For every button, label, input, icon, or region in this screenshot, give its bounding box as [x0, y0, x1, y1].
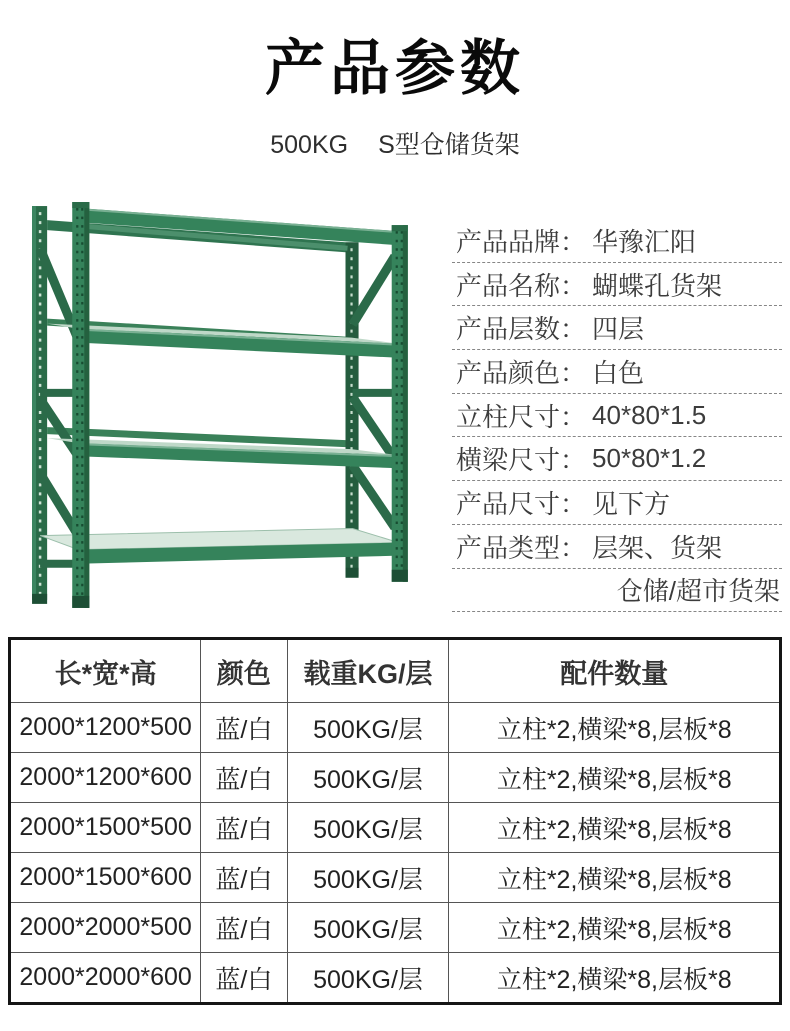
spec-label: 产品颜色	[456, 357, 561, 388]
spec-label: 产品尺寸	[456, 488, 561, 519]
cell-parts: 立柱*2,横梁*8,层板*8	[449, 803, 781, 853]
cell-color: 蓝/白	[201, 803, 287, 853]
cell-dimensions: 2000*1500*500	[10, 803, 201, 853]
cell-load: 500KG/层	[287, 903, 449, 953]
cell-load: 500KG/层	[287, 753, 449, 803]
col-header-color: 颜色	[201, 639, 287, 703]
spec-value: 四层	[592, 314, 645, 345]
col-header-parts: 配件数量	[449, 639, 781, 703]
spec-row-product-type	[452, 525, 782, 569]
spec-label: 立柱尺寸	[456, 401, 561, 432]
spec-colon: ：	[560, 401, 587, 432]
spec-value: 层架、货架	[592, 532, 723, 563]
spec-row-beam-size	[452, 437, 782, 481]
table-row	[10, 853, 781, 903]
shelf-illustration	[20, 196, 452, 626]
spec-label: 产品层数	[456, 314, 561, 345]
table-row	[10, 703, 781, 753]
cell-dimensions: 2000*1200*600	[10, 753, 201, 803]
spec-colon: ：	[560, 532, 587, 563]
spec-colon: ：	[560, 314, 587, 345]
spec-colon: ：	[560, 270, 587, 301]
spec-label: 产品名称	[456, 270, 561, 301]
product-image	[20, 196, 452, 626]
spec-value: 见下方	[592, 488, 671, 519]
cell-load: 500KG/层	[287, 803, 449, 853]
spec-list	[452, 219, 782, 612]
page-subtitle	[0, 130, 790, 160]
spec-label: 产品类型	[456, 532, 561, 563]
spec-row-post-size	[452, 394, 782, 438]
shelf-levels	[40, 208, 399, 564]
shelf-side-braces	[40, 248, 395, 563]
page-title: 产品参数	[265, 35, 525, 102]
subtitle-load-rating: 500KG	[270, 131, 349, 159]
cell-load: 500KG/层	[287, 953, 449, 1004]
spec-colon: ：	[560, 488, 587, 519]
spec-row-color	[452, 350, 782, 394]
spec-value: 蝴蝶孔货架	[592, 270, 723, 301]
cell-parts: 立柱*2,横梁*8,层板*8	[449, 953, 781, 1004]
col-header-dimensions: 长*宽*高	[10, 639, 201, 703]
spec-value: 50*80*1.2	[592, 443, 707, 474]
spec-label: 横梁尺寸	[456, 445, 561, 476]
cell-color: 蓝/白	[201, 953, 287, 1004]
cell-color: 蓝/白	[201, 703, 287, 753]
table-header-row	[10, 639, 781, 703]
spec-row-name	[452, 263, 782, 307]
col-header-load: 载重KG/层	[287, 639, 449, 703]
size-table-wrap	[8, 637, 782, 1005]
cell-parts: 立柱*2,横梁*8,层板*8	[449, 753, 781, 803]
size-table	[8, 637, 782, 1005]
cell-parts: 立柱*2,横梁*8,层板*8	[449, 853, 781, 903]
cell-color: 蓝/白	[201, 903, 287, 953]
spec-colon: ：	[560, 445, 587, 476]
cell-dimensions: 2000*1500*600	[10, 853, 201, 903]
spec-value: 白色	[592, 357, 645, 388]
spec-value: 仓储/超市货架	[616, 576, 780, 607]
spec-label: 产品品牌	[456, 226, 561, 257]
spec-row-product-size	[452, 481, 782, 525]
subtitle-shelf-type: S型仓储货架	[378, 131, 520, 159]
cell-dimensions: 2000*1200*500	[10, 703, 201, 753]
spec-row-layers	[452, 306, 782, 350]
cell-color: 蓝/白	[201, 753, 287, 803]
cell-load: 500KG/层	[287, 853, 449, 903]
spec-colon: ：	[560, 357, 587, 388]
spec-value: 40*80*1.5	[592, 399, 707, 430]
cell-dimensions: 2000*2000*500	[10, 903, 201, 953]
cell-color: 蓝/白	[201, 853, 287, 903]
spec-row-continuation	[452, 569, 782, 613]
spec-value: 华豫汇阳	[592, 226, 697, 257]
table-row	[10, 903, 781, 953]
spec-row-brand	[452, 219, 782, 263]
table-row	[10, 753, 781, 803]
table-row	[10, 953, 781, 1004]
cell-dimensions: 2000*2000*600	[10, 953, 201, 1004]
spec-colon: ：	[560, 226, 587, 257]
cell-load: 500KG/层	[287, 703, 449, 753]
cell-parts: 立柱*2,横梁*8,层板*8	[449, 703, 781, 753]
cell-parts: 立柱*2,横梁*8,层板*8	[449, 903, 781, 953]
table-row	[10, 803, 781, 853]
